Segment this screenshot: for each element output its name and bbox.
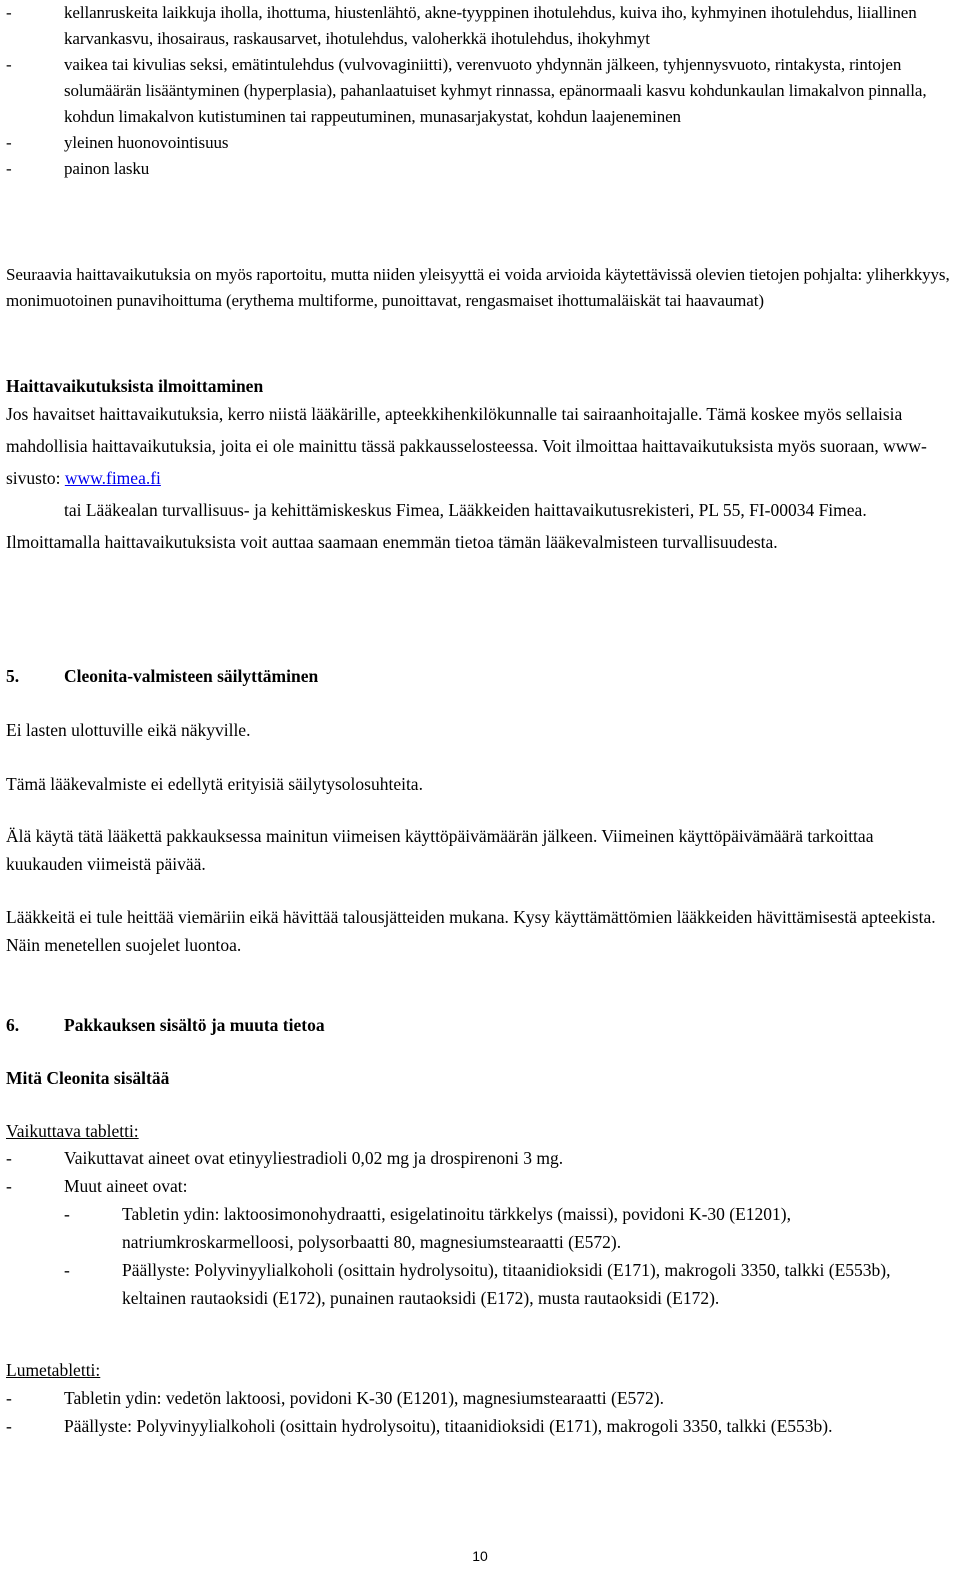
section-5-heading [6,662,950,690]
list-dash: - [6,1416,12,1436]
list-item [6,1384,950,1412]
storage-paragraph: Älä käytä tätä lääkettä pakkauksessa mainitun viimeisen käyttöpäivämäärän jälkeen. Viimeinen käyttöpäivämäärä tarkoittaa kuukauden viimeistä päivää. [6,826,874,874]
list-dash: - [6,3,12,22]
sub-list-item [6,1200,950,1256]
list-item-text: painon lasku [64,159,150,178]
list-dash: - [6,1148,12,1168]
section-title: Cleonita-valmisteen säilyttäminen [64,666,319,686]
fimea-link[interactable]: www.fimea.fi [64,468,161,488]
list-item-text: Tabletin ydin: vedetön laktoosi, povidoni K-30 (E1201), magnesiumstearaatti (E572). [64,1388,664,1408]
list-item-text: Tabletin ydin: laktoosimonohydraatti, esigelatinoitu tärkkelys (maissi), povidoni K-30 (E1201), natriumkroskarmelloosi, polysorbaatti 80, magnesiumstearaatti (E572). [122,1204,792,1252]
reporting-paragraph [6,398,950,558]
list-dash: - [6,1176,12,1196]
list-dash: - [64,1260,70,1280]
side-effects-list [6,0,950,182]
list-item [6,1412,950,1440]
list-item [6,1172,950,1200]
section-number: 6. [6,1015,20,1035]
active-tablet-label: Vaikuttava tabletti: [6,1121,139,1141]
list-dash: - [6,55,12,74]
list-dash: - [64,1204,70,1224]
list-item [6,1144,950,1172]
list-item [6,52,950,130]
list-dash: - [6,1388,12,1408]
list-item-text: yleinen huonovointisuus [64,133,229,152]
reporting-text-continued: tai Lääkealan turvallisuus- ja kehittämiskeskus Fimea, Lääkkeiden haittavaikutusrekisteri, PL 55, FI-00034 Fimea. Ilmoittamalla haittavaikutuksista voit auttaa saamaan enemmän tietoa tämän lääkevalmisteen turvallisuudesta. [6,500,867,552]
section-title: Pakkauksen sisältö ja muuta tietoa [64,1015,325,1035]
list-item [6,130,950,156]
contents-subheading: Mitä Cleonita sisältää [6,1068,170,1088]
list-item-text: Päällyste: Polyvinyylialkoholi (osittain hydrolysoitu), titaanidioksidi (E171), makrogoli 3350, talkki (E553b), keltainen rautaoksidi (E172), punainen rautaoksidi (E172), musta rautaoksidi (E172). [122,1260,891,1308]
placebo-tablet-label: Lumetabletti: [6,1360,101,1380]
section-number: 5. [6,666,20,686]
section-6-heading [6,1011,950,1039]
active-tablet-list [6,1144,950,1312]
reporting-text: Jos havaitset haittavaikutuksia, kerro niistä lääkärille, apteekkihenkilökunnalle tai sairaanhoitajalle. Tämä koskee myös sellaisia mahdollisia haittavaikutuksia, joita ei ole mainittu tässä pakkausselosteessa. Voit ilmoittaa haittavaikutuksista myös suoraan, www-sivusto: [6,404,927,488]
placebo-tablet-list [6,1384,950,1440]
storage-paragraph: Lääkkeitä ei tule heittää viemäriin eikä hävittää talousjätteiden mukana. Kysy käyttämättömien lääkkeiden hävittämisestä apteekista. Näin menetellen suojelet luontoa. [6,907,936,955]
storage-paragraph: Ei lasten ulottuville eikä näkyville. [6,720,251,740]
reporting-heading: Haittavaikutuksista ilmoittaminen [6,376,264,396]
list-item [6,156,950,182]
list-dash: - [6,159,12,178]
list-dash: - [6,133,12,152]
sub-list-item [6,1256,950,1312]
list-item-text: kellanruskeita laikkuja iholla, ihottuma, hiustenlähtö, akne-tyyppinen ihotulehdus, kuiva iho, kyhmyinen ihotulehdus, liiallinen karvankasvu, ihosairaus, raskausarvet, ihotulehdus, valoherkkä ihotulehdus, ihokyhmyt [64,3,917,48]
list-item [6,0,950,52]
list-item-text: Muut aineet ovat: [64,1176,188,1196]
list-item-text: vaikea tai kivulias seksi, emätintulehdus (vulvovaginiitti), verenvuoto yhdynnän jälkeen, tyhjennysvuoto, rintakysta, rintojen solumäärän lisääntyminen (hyperplasia), pahanlaatuiset kyhmyt rinnassa, epänormaali kasvu kohdunkaulan limakalvon pinnalla, kohdun limakalvon kutistuminen tai rappeutuminen, munasarjakystat, kohdun laajeneminen [64,55,927,126]
unknown-frequency-paragraph: Seuraavia haittavaikutuksia on myös raportoitu, mutta niiden yleisyyttä ei voida arvioida käytettävissä olevien tietojen pohjalta: yliherkkyys, monimuotoinen punavihoittuma (erythema multiforme, punoittavat, rengasmaiset ihottumaläiskät tai haavaumat) [6,265,950,310]
page-number: 10 [472,1548,488,1564]
list-item-text: Vaikuttavat aineet ovat etinyyliestradioli 0,02 mg ja drospirenoni 3 mg. [64,1148,564,1168]
list-item-text: Päällyste: Polyvinyylialkoholi (osittain hydrolysoitu), titaanidioksidi (E171), makrogoli 3350, talkki (E553b). [64,1416,833,1436]
storage-paragraph: Tämä lääkevalmiste ei edellytä erityisiä säilytysolosuhteita. [6,774,423,794]
